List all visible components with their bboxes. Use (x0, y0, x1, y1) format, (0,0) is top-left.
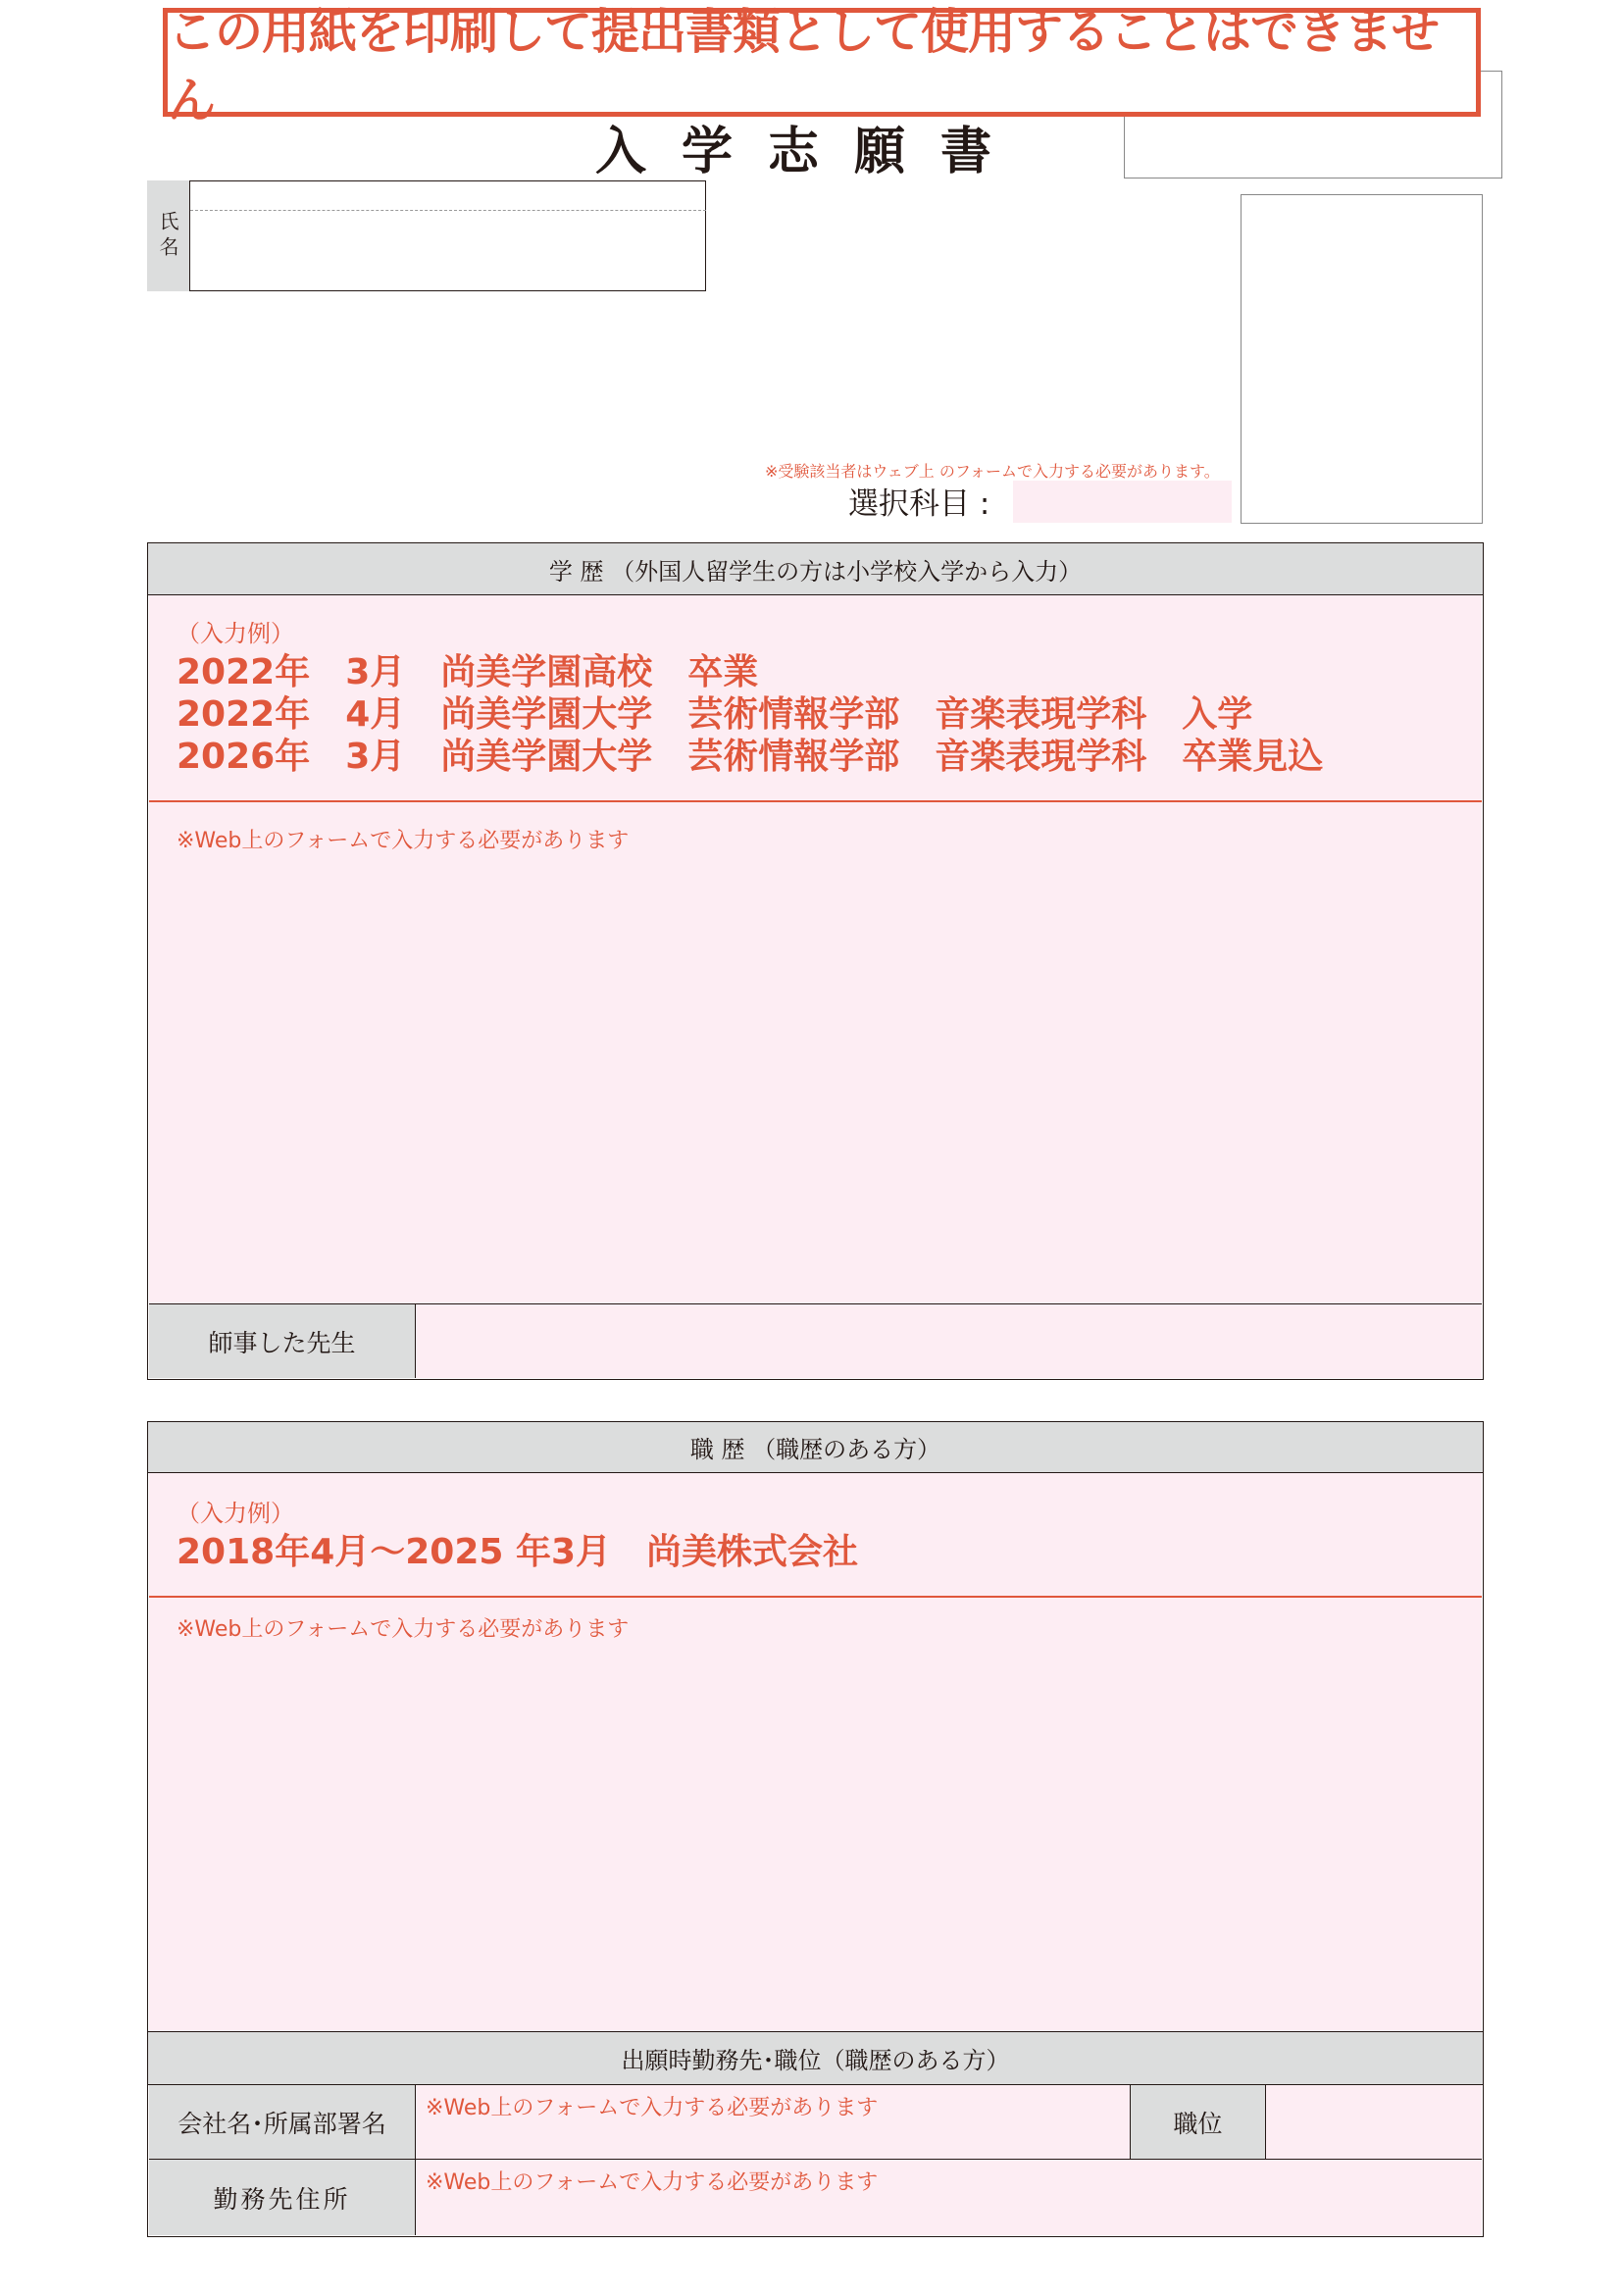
career-header-text: 職 歴 （職歴のある方） (689, 1436, 941, 1463)
education-example-line: 2022年 3月 尚美学園高校 卒業 (177, 652, 759, 692)
company-label (149, 2085, 416, 2160)
address-label (149, 2160, 416, 2235)
subject-field[interactable] (1013, 481, 1232, 523)
page-title: 入学志願書 (594, 122, 1027, 181)
education-input-area[interactable] (149, 802, 1482, 1304)
name-field[interactable] (147, 180, 706, 291)
name-label: 氏名 (147, 180, 190, 291)
subject-note: ※受験該当者はウェブ上 のフォームで入力する必要があります。 (765, 462, 1220, 481)
workplace-header-text: 出願時勤務先･職位（職歴のある方） (621, 2047, 1010, 2074)
career-note: ※Web上のフォームで入力する必要があります (177, 1617, 630, 1642)
company-note: ※Web上のフォームで入力する必要があります (426, 2096, 879, 2120)
name-kana-divider (190, 210, 706, 211)
address-note: ※Web上のフォームで入力する必要があります (426, 2170, 879, 2195)
company-label-text: 会社名･所属部署名 (177, 2109, 386, 2138)
teacher-label (149, 1304, 416, 1378)
banner-text: この用紙を印刷して提出書類として使用することはできません (168, 3, 1440, 128)
subject-label: 選択科目 : (848, 486, 990, 522)
photo-box (1241, 194, 1483, 524)
workplace-header (147, 2031, 1484, 2085)
education-example-line: 2022年 4月 尚美学園大学 芸術情報学部 音楽表現学科 入学 (177, 694, 1253, 735)
education-header-text: 学 歴 （外国人留学生の方は小学校入学から入力） (548, 557, 1083, 586)
education-example-line: 2026年 3月 尚美学園大学 芸術情報学部 音楽表現学科 卒業見込 (177, 737, 1324, 777)
address-label-text: 勤務先住所 (213, 2184, 351, 2214)
education-note: ※Web上のフォームで入力する必要があります (177, 829, 630, 853)
position-label (1130, 2085, 1266, 2160)
career-input-area[interactable] (149, 1598, 1482, 2031)
education-example-caption: （入力例） (177, 620, 294, 647)
career-example-line: 2018年4月～2025 年3月 尚美株式会社 (177, 1532, 859, 1572)
career-example-caption: （入力例） (177, 1500, 294, 1527)
career-header (147, 1421, 1484, 1473)
teacher-label-text: 師事した先生 (208, 1328, 356, 1357)
position-label-text: 職位 (1173, 2109, 1223, 2138)
position-field[interactable] (1266, 2085, 1482, 2160)
education-header (147, 542, 1484, 595)
teacher-field[interactable] (416, 1304, 1482, 1378)
not-for-print-banner (163, 3, 1481, 128)
